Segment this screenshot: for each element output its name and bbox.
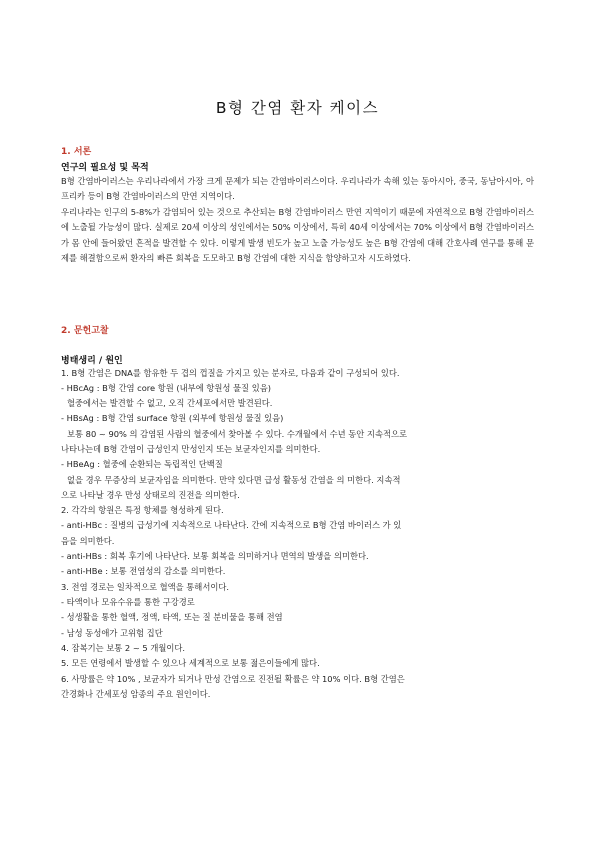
body-line: 간경화나 간세포성 암종의 주요 원인이다. [61, 689, 211, 699]
subheading-pathophysiology: 병태생리 / 원인 [61, 356, 123, 366]
body-line: 2. 각각의 항원은 특정 항체를 형성하게 된다. [61, 505, 224, 515]
body-line: - HBsAg : B형 간염 surface 항원 (외부에 항원성 물질 있음) [61, 413, 284, 423]
body-line: 음을 의미한다. [61, 536, 115, 546]
body-line: 1. B형 간염은 DNA를 함유한 두 겹의 껍질을 가지고 있는 분자로, 다음과 같이 구성되어 있다. [61, 368, 400, 378]
body-line: - anti-HBe : 보통 전염성의 감소를 의미한다. [61, 566, 226, 576]
subheading-research-purpose: 연구의 필요성 및 목적 [61, 163, 149, 173]
body-line: 3. 전염 경로는 일차적으로 혈액을 통해서이다. [61, 582, 230, 592]
body-line: 나타나는데 B형 간염이 급성인지 만성인지 또는 보균자인지를 의미한다. [61, 444, 321, 454]
body-line: - 남성 동성애가 고위험 집단 [61, 628, 163, 638]
section-heading-literature-review: 2. 문헌고찰 [61, 326, 109, 336]
body-line: - anti-HBs : 회복 후기에 나타난다. 보통 회복을 의미하거나 면역의 발생을 의미한다. [61, 551, 369, 561]
body-line: 4. 잠복기는 보통 2 ~ 5 개월이다. [61, 643, 186, 653]
body-line: 으로 나타날 경우 만성 상태로의 진전을 의미한다. [61, 490, 240, 500]
intro-paragraph-1: B형 간염바이러스는 우리나라에서 가장 크게 문제가 되는 간염바이러스이다. 우리나라가 속해 있는 동아시아, 중국, 동남아시아, 아프리카 등이 B형 간염바이러스의 만연 지역이다. [61, 176, 534, 202]
body-line: - anti-HBc : 질병의 급성기에 지속적으로 나타난다. 간에 지속적으로 B형 간염 바이러스 가 있 [61, 520, 402, 530]
body-line: - 성생활을 통한 혈액, 정액, 타액, 또는 질 분비물을 통해 전염 [61, 612, 283, 622]
document-title: B형 간염 환자 케이스 [215, 99, 380, 117]
body-line: 5. 모든 연령에서 발생할 수 있으나 세계적으로 보통 젊은이들에게 많다. [61, 658, 320, 668]
body-line: - 타액이나 모유수유를 통한 구강경로 [61, 597, 195, 607]
body-line: 혈중에서는 발견할 수 없고, 오직 간세포에서만 발견된다. [67, 398, 273, 408]
body-line: - HBeAg : 혈중에 순환되는 독립적인 단백질 [61, 459, 223, 469]
body-line: 보통 80 ~ 90% 의 감염된 사람의 혈중에서 찾아볼 수 있다. 수개월에서 수년 동안 지속적으로 [67, 429, 408, 439]
section-heading-introduction: 1. 서론 [61, 147, 92, 157]
body-line: - HBcAg : B형 간염 core 항원 (내부에 항원성 물질 있음) [61, 383, 271, 393]
intro-paragraph-2: 우리나라는 인구의 5-8%가 감염되어 있는 것으로 추산되는 B형 간염바이러스 만연 지역이기 때문에 자연적으로 B형 간염바이러스에 노출될 가능성이 많다. 실제로 20세 이상의 성인에서는 50% 이상에서, 특히 40세 이상에서는 70% 이상에서 B형 간염바이러스가 몸 안에 들어왔던 흔적을 발견할 수 있다. 이렇게 발생 빈도가 높고 노출 가능성도 높은 B형 간염에 대해 간호사례 연구를 통해 문제를 해결함으로써 환자의 빠른 회복을 도모하고 B형 간염에 대한 지식을 함양하고자 시도하였다. [61, 207, 534, 263]
body-line: 6. 사망률은 약 10% , 보균자가 되거나 만성 간염으로 진전될 확률은 약 10% 이다. B형 간염은 [61, 674, 405, 684]
body-line: 없을 경우 무증상의 보균자임을 의미한다. 만약 있다면 급성 활동성 간염을 의 미한다. 지속적 [67, 475, 401, 485]
